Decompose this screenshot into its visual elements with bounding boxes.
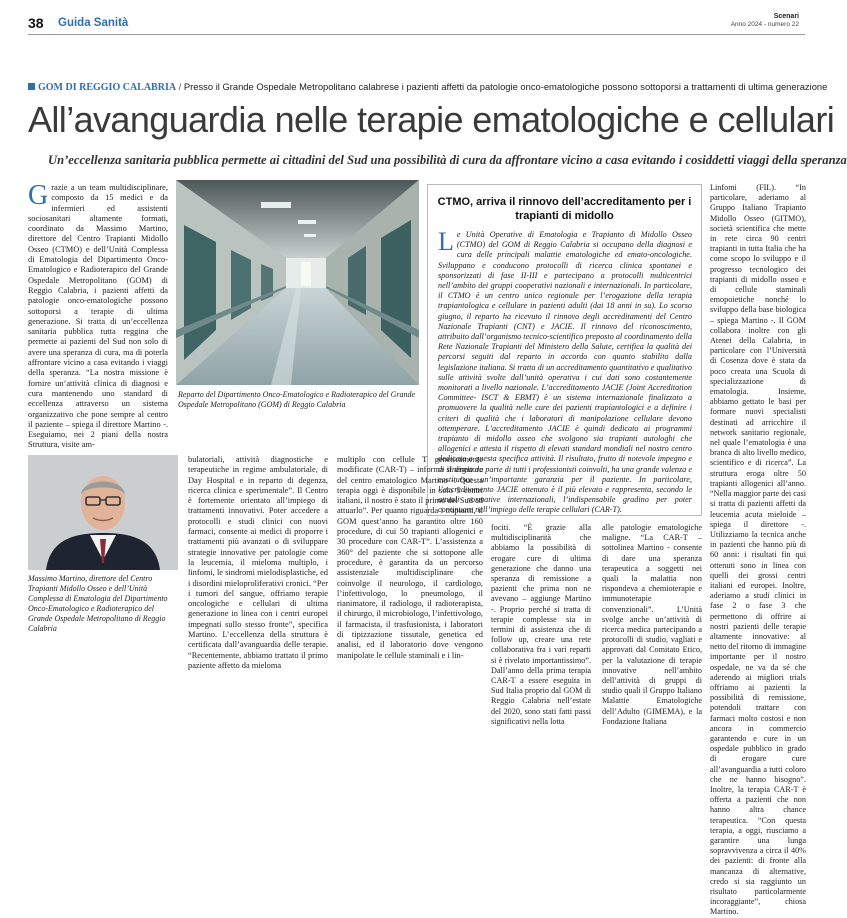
portrait-photo bbox=[28, 455, 178, 570]
drop-cap: L bbox=[438, 227, 454, 256]
magazine-info bbox=[731, 13, 799, 29]
square-bullet-icon bbox=[28, 83, 35, 90]
corridor-illustration bbox=[176, 180, 419, 385]
issue-info: Anno 2024 - numero 22 bbox=[730, 21, 799, 28]
portrait-caption: Massimo Martino, direttore del Centro Trapianti Midollo Osseo e dell’Unità Complessa di Ematologia del Dipartimento Onco-Ematologico e Radioterapico del Grande Ospedale Metropolitano di Reggio Calabria bbox=[28, 574, 168, 633]
article-column-1 bbox=[28, 180, 168, 450]
drop-cap: G bbox=[28, 180, 49, 211]
box-title: CTMO, arriva il rinnovo dell’accreditamento per i trapianti di midollo bbox=[437, 196, 692, 222]
photo-caption: Reparto del Dipartimento Onco-Ematologico e Radioterapico del Grande Ospedale Metropolitano (GOM) di Reggio Calabria bbox=[178, 390, 416, 409]
header-divider bbox=[28, 34, 805, 35]
section-label: Guida Sanità bbox=[58, 17, 129, 29]
box-body: e Unità Operative di Ematologia e Trapianto di Midollo Osseo (CTMO) del GOM di Reggio Calabria si occupano della diagnosi e cura delle principali malattie ematologiche ed emato-oncologiche. Sviluppano e conducono protocolli di ricerca clinica spontanei e sponsorizzati di fase II-III e partecipano a protocolli multicentrici nell’ambito dei gruppi cooperativi nazionali e internazionali. In particolare, il CTMO è un centro unico regionale per l’erogazione della terapia trapiantologica e cellulare in pazienti adulti (dai 18 anni in su). Lo scorso giugno, il reparto ha ricevuto il rinnovo degli accreditamenti del Centro Nazionale Trapianti (CNT) e JACIE. Il rinnovo del riconoscimento, attribuito dall’organismo tecnico-scientifico preposto al coordinamento della Rete Nazionale Trapianti del Ministero della Salute, certifica la qualità dei percorsi seguiti dal reparto in accordo con quanto stabilito dalla legislazione italiana. Si tratta di un accreditamento quantitativo e qualitativo sulle attività svolte dall’unità operativa i cui dati sono costantemente monitorati a livello nazionale. L’accreditamento JACIE (Joint Accreditation Committee- ISCT & EBMT) è un sistema internazionale finalizzato a promuovere la qualità nelle cure dei pazienti trapiantologici e a definire i criteri di qualità che i laboratori di manipolazione cellulare devono ottemperare. L’accreditamento JACIE è quindi dedicato ai programmi trapianto di midollo osseo che svolgono sia trapianti autologhi che allogenici e attesta il rispetto di elevati standard mondiali nel nostro centro dedicato a questa specifica attività. Il risultato, frutto di notevole impegno e di sinergia da parte di tutti i professionisti coinvolti, ha una grande valenza e costituisce un’importante garanzia per il paziente. In particolare, l’accreditamento JACIE ottenuto è il più elevato e rappresenta, secondo le attuali normative internazionali, l’indispensabile gradino per poter continuare nell’impiego delle terapie cellulari (CAR-T). bbox=[438, 230, 692, 515]
kicker-line bbox=[28, 80, 828, 94]
page-number: 38 bbox=[28, 15, 44, 31]
article-column-5: alle patologie ematologiche maligne. “La CAR-T – sottolinea Martino - consente di dare una speranza terapeutica a soggetti nei quali la malattia non rispondeva a chemioterapie e immunoterapie convenzionali”. L’Unità svolge anche un’attività di ricerca medica partecipando a protocolli di studio, vagliati e approvati dal Comitato Etico, per la valutazione di terapie innovative nell’ambito dell’attività di gruppi di studio quali il Gruppo Italiano Malattie Ematologiche dell’Adulto (GIMEMA), e la Fondazione Italiana bbox=[602, 523, 702, 726]
subheadline: Un’eccellenza sanitaria pubblica permette ai cittadini del Sud una possibilità di cura da affrontare vicino a casa evitando i cosiddetti viaggi della speranza bbox=[48, 153, 847, 167]
article-column-4: fociti. “È grazie alla multidisciplinarità che abbiamo la possibilità di erogare cure di ultima generazione che danno una speranza di remissione a pazienti che prima non ne avevano – aggiunge Martino -. Proprio perché si tratta di terapie complesse sia in termini di assistenza che di follow up, creare una rete collaborativa fra i vari reparti si è rivelato importantissimo”. Dall’anno della prima terapia CAR-T a essere eseguita in Sud Italia proprio dal GOM di Reggio Calabria nell’estate del 2020, sono stati fatti passi significativi nella lotta bbox=[491, 523, 591, 726]
portrait-illustration bbox=[28, 455, 178, 570]
headline: All’avanguardia nelle terapie ematologiche e cellulari bbox=[28, 99, 835, 140]
kicker-tag: GOM DI REGGIO CALABRIA bbox=[38, 82, 177, 93]
article-column-right: Linfomi (FIL). “In particolare, aderiamo al Gruppo Italiano Trapianto Midollo Osseo (GITMO), società scientifica che mette in rete circa 90 centri trapianti in tutta Italia che ha come scopo lo sviluppo e il progresso tecnologico dei trapianti di midollo osseo e di cellule staminali emopoietiche nonché lo sviluppo della base biologica – spiega Martino -. Il GOM collabora inoltre con gli Atenei della Calabria, in particolare con l’Università di Cosenza dove è stata da poco creata una Scuola di specializzazione di ematologia. Insieme, abbiamo gettato le basi per formare nuovi specialisti destinati ad arricchire il network sanitario regionale, nel quale l’ematologia è una branca di alto livello medico, scientifico e di ricerca”. La struttura eroga oltre 50 trapianti allogenici all’anno. “Nella maggior parte dei casi si tratta di pazienti affetti da leucemia acuta mieloide – spiega il direttore -. Utilizziamo la tecnica anche in pazienti che hanno più di 60 anni: i risultati fin qui ottenuti sono in linea con quelli dei grossi centri italiani ed europei. Inoltre, aderiamo a studi clinici in fase 2 o fase 3 che permettono di offrire ai nostri pazienti delle terapie altamente innovative: al netto del ritorno di immagine importante per il nostro ospedale, ne va da sé che aderendo ai migliori trials offriamo ai pazienti la possibilità di remissione, potendoli trattare con farmaci molto costosi e non ancora in commercio garantendo e cure in un ospedale pubblico in grado di erogare cure all’avanguardia a tutti coloro che ne hanno bisogno”. Inoltre, la terapia CAR-T è offerta a pazienti che non hanno altra chance terapeutica. “Con questa terapia, a oggi, riusciamo a garantire una lunga sopravvivenza a circa il 40% dei pazienti: di fronte alla mancanza di alternative, credo si sia raggiunto un risultato particolarmente incoraggiante”, chiosa Martino. bbox=[710, 183, 806, 917]
hospital-corridor-photo bbox=[176, 180, 419, 385]
kicker-text: Presso il Grande Ospedale Metropolitano calabrese i pazienti affetti da patologie onco-ematologiche possono sottoporsi a trattamenti di ultima generazione bbox=[183, 81, 828, 92]
column-text: razie a un team multidisciplinare, composto da 15 medici e da infermieri ed assistenti sociosanitari altamente formati, coordinato da Massimo Martino, direttore del Centro Trapianti Midollo Osseo (CTMO) e dell’Unità Complessa di Ematologia del Dipartimento Onco-Ematologico e Radioterapico del Grande Ospedale Metropolitano (GOM) di Reggio Calabria, i pazienti affetti da patologie onco-ematologiche possono sottoporsi a terapie di ultima generazione. Si tratta di un’eccellenza sanitaria pubblica tutta reggina che permette ai pazienti del Sud non solo di avere una speranza di cura, ma di poterla affrontare vicino a casa evitando i viaggi della speranza. “La nostra missione è fornire un’attività clinica di diagnosi e cura mantenendo uno standard di eccellenza attraverso un sistema organizzativo che pone sempre al centro il paziente – spiega il direttore Martino -. Eseguiamo, nei 2 piani della nostra Struttura, visite am- bbox=[28, 183, 168, 450]
article-column-2: bulatoriali, attività diagnostiche e terapeutiche in regime ambulatoriale, di Day Hospital e in reparto di degenza, ricerca clinica e sperimentale”. Il Centro è fortemente orientato all’impiego di trattamenti innovativi. Poter accedere a protocolli e studi clinici con nuovi farmaci, consente ai medici di proporre i trattamenti più avanzati o di sviluppare strategie innovative per patologie come la leucemia, il mieloma multiplo, i linfomi, le sindromi mielodisplastiche, ed i disordini mieloproliferativi cronici. “Per i tumori del sangue, offriamo terapie oncologiche e cellulari di ultima generazione in linea con i centri europei impegnati sullo stesso fronte”, specifica Martino. L’eccellenza della struttura è certificata dall’avanguardia delle terapie. “Recentemente, abbiamo trattato il primo paziente affetto da mieloma bbox=[188, 455, 328, 670]
article-column-3: multiplo con cellule T geneticamente modificate (CAR-T) – informa il direttore del centro ematologico Martino -. Questa terapia oggi è disponibile in solo 5 centri italiani, il nostro è stato il primo del Sud ad attuarlo”. Per quanto riguarda i trapianti, il GOM quest’anno ha garantito oltre 160 procedure, di cui 50 trapianti allogenici e 30 procedure con CAR-T”. L’assistenza a 360° del paziente che si sottopone alle procedure, è garantita da un percorso assistenziale multidisciplinare che coinvolge il neurologo, il cardiologo, l’infettivologo, lo pneumologo, il rianimatore, il radiologo, il radioterapista, il chirurgo, il microbiologo, l’infettivologo, il farmacista, il trasfusionista, i laboratori di tipizzazione tissutale, genetica ed analisi, ed il laboratorio dove vengono manipolate le cellule staminali e i lin- bbox=[337, 455, 483, 660]
kicker-separator: / bbox=[176, 81, 184, 92]
magazine-name: Scenari bbox=[773, 13, 799, 20]
